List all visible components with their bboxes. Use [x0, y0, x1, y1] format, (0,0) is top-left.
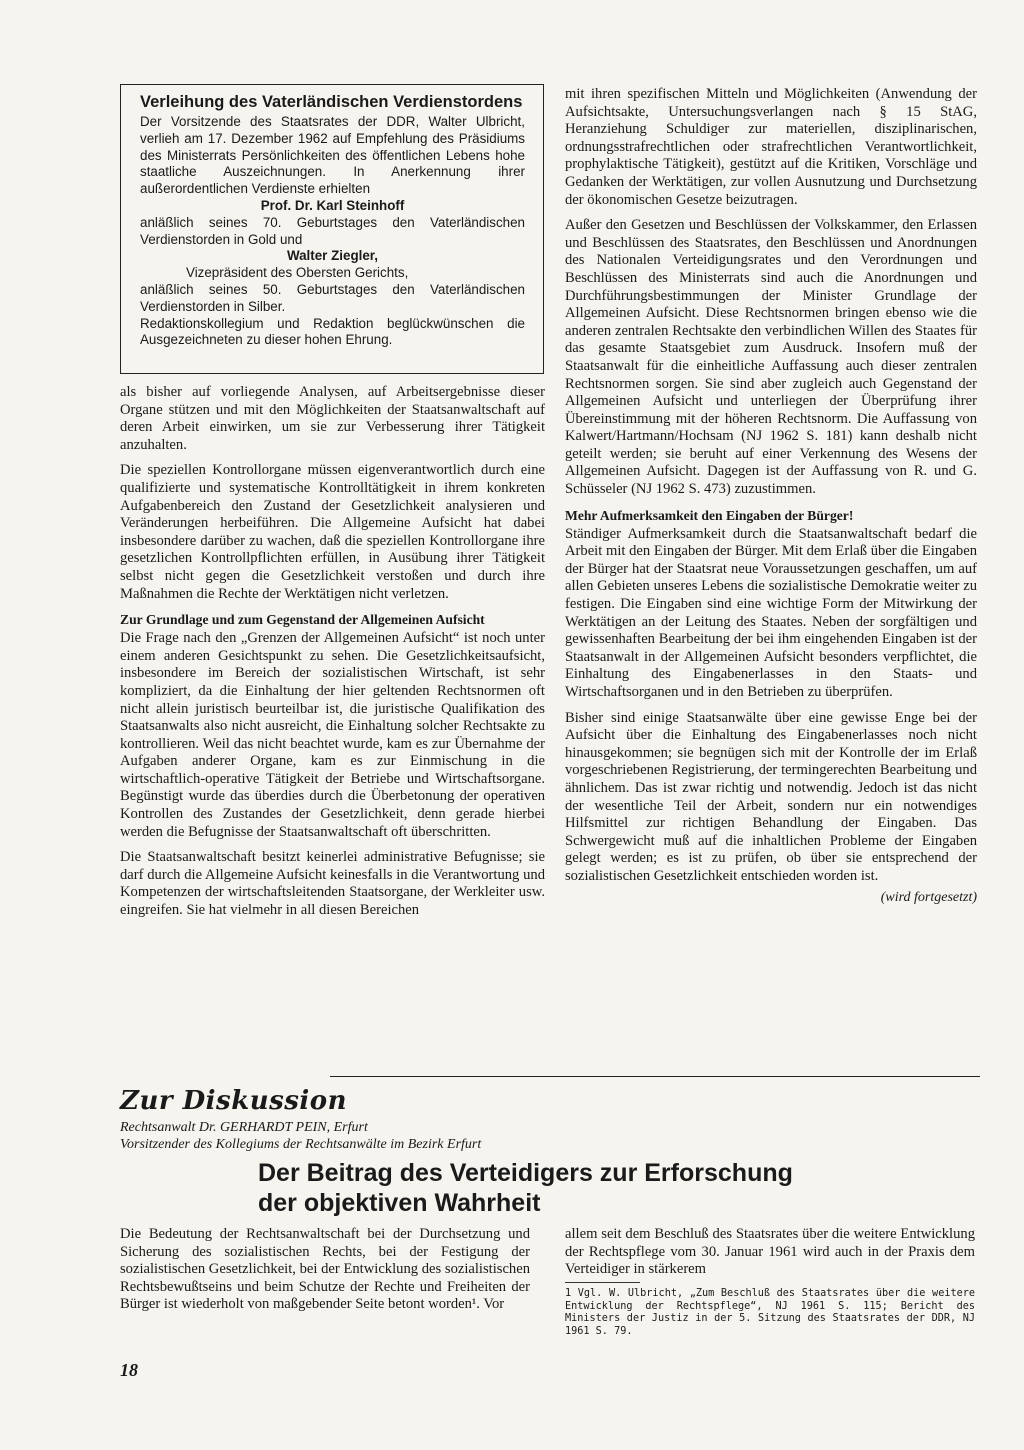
- article-right-column: [565, 1226, 975, 1287]
- page-number: 18: [120, 1360, 138, 1380]
- right-section-heading: Mehr Aufmerksamkeit den Eingaben der Bürger!: [565, 507, 854, 523]
- award-notice-intro: Der Vorsitzende des Staatsrates der DDR, Walter Ulbricht, verlieh am 17. Dezember 1962 auf Empfehlung des Präsidiums des Ministerrats Persönlichkeiten des öffentlichen Lebens hohe staatliche Auszeichnungen. In Anerkennung ihrer außerordentlichen Verdienste erhielten: [140, 114, 525, 197]
- article-title-line-2: der objektiven Wahrheit: [258, 1189, 541, 1217]
- left-paragraph-4: Die Staatsanwaltschaft besitzt keinerlei administrative Befugnisse; sie darf durch die Allgemeine Aufsicht keinesfalls in die Verantwortung und Kompetenzen der wirtschaftsleitenden Staatsorgane, der Werkleiter usw. eingreifen. Sie hat vielmehr in all diesen Bereichen: [120, 849, 545, 919]
- award-person-2: Walter Ziegler,: [286, 248, 379, 264]
- section-divider: [330, 1076, 980, 1077]
- article-title: [258, 1158, 878, 1218]
- discussion-section-title: Zur Diskussion: [120, 1086, 348, 1116]
- left-paragraph-2: Die speziellen Kontrollorgane müssen eigenverantwortlich durch eine qualifizierte und systematische Kontrolltätigkeit in ihrem konkreten Aufgabenbereich den Zustand der Gesetzlichkeit analysieren und Veränderungen herbeiführen. Die Allgemeine Aufsicht hat dabei insbesondere darüber zu wachen, daß die speziellen Kontrollorgane ihre gesetzlichen Kontrollpflichten erfüllen, in Ausübung ihrer Tätigkeit selbst nicht gegen die Gesetzlichkeit verstoßen und durch ihre Maßnahmen die Rechte der Werktätigen nicht verletzen.: [120, 462, 545, 602]
- right-paragraph-2: Außer den Gesetzen und Beschlüssen der Volkskammer, den Erlassen und Beschlüssen des Staatsrates, den Beschlüssen und Anordnungen des Nationalen Verteidigungsrates und den Verordnungen und Beschlüssen des Ministerrats sind auch die Anordnungen und Durchführungsbestimmungen der Minister Grundlage der Allgemeinen Aufsicht. Diese Rechtsnormen bringen ebenso wie die anderen zentralen Rechtsakte den verbindlichen Willen des Staates für das gesamte Staatsgebiet zum Ausdruck. Insofern muß der Staatsanwalt für die einheitliche Auffassung auch dieser zentralen Rechtsnormen sorgen. Sie sind aber zugleich auch Gegenstand der Allgemeinen Aufsicht und unterliegen der Überprüfung ihrer Übereinstimmung mit der höheren Rechtsnorm. Die Auffassung von Kalwert/Hartmann/Hochsam (NJ 1962 S. 181) kann deshalb nicht geteilt werden; sie beruht auf einer Verkennung des Wesens der Allgemeinen Aufsicht. Dagegen ist der Auffassung von R. und G. Schüsseler (NJ 1962 S. 473) zuzustimmen.: [565, 217, 977, 498]
- article-right-text: allem seit dem Beschluß des Staatsrates über die weitere Entwicklung der Rechtspflege vom 30. Januar 1961 wird auch in der Praxis dem Verteidiger in stärkerem: [565, 1226, 975, 1278]
- footnote: 1 Vgl. W. Ulbricht, „Zum Beschluß des Staatsrates über die weitere Entwicklung der Rechtspflege“, NJ 1961 S. 115; Bericht des Ministers der Justiz in der 5. Sitzung des Staatsrates der DDR, NJ 1961 S. 79.: [565, 1288, 975, 1337]
- left-section-heading: Zur Grundlage und zum Gegenstand der Allgemeinen Aufsicht: [120, 612, 485, 628]
- author-line-2: Vorsitzender des Kollegiums der Rechtsanwälte im Bezirk Erfurt: [120, 1137, 482, 1152]
- award-notice-content: [140, 92, 525, 349]
- award-closing: Redaktionskollegium und Redaktion beglückwünschen die Ausgezeichneten zu dieser hohen Ehrung.: [140, 315, 525, 348]
- right-column: [565, 86, 977, 920]
- article-left-column: [120, 1226, 530, 1322]
- right-paragraph-3: Ständiger Aufmerksamkeit durch die Staatsanwaltschaft bedarf die Arbeit mit den Eingaben der Bürger. Mit dem Erlaß über die Eingaben der Bürger hat der Staatsrat neue Voraussetzungen geschaffen, um auf allen Gebieten unseres Lebens die sozialistische Demokratie weiter zu festigen. Die Eingaben sind eine wichtige Form der Mitwirkung der Werktätigen an der Leitung des Staates. Neben der sorgfältigen und gewissenhaften Bearbeitung der bei ihm eingehenden Eingaben ist der Staatsanwalt in der Allgemeinen Aufsicht besonders verpflichtet, die Einhaltung des Eingabenerlasses in den Staats- und Wirtschaftsorganen und in den Betrieben zu überprüfen.: [565, 525, 977, 700]
- article-title-line-1: Der Beitrag des Verteidigers zur Erforschung: [258, 1159, 793, 1187]
- right-paragraph-4: Bisher sind einige Staatsanwälte über eine gewisse Enge bei der Aufsicht über die Einhaltung des Eingabenerlasses noch nicht hinausgekommen; sie begnügen sich mit der Kontrolle der im Erlaß vorgeschriebenen Registrierung, der termingerechten Bearbeitung und ähnlichem. Das ist zwar richtig und notwendig. Jedoch ist das nicht der wesentliche Teil der Arbeit, sondern nur ein notwendiges Hilfsmittel zur richtigen Behandlung der Eingaben. Das Schwergewicht muß auf die inhaltlichen Probleme der Eingaben gelegt werden; es ist zu prüfen, ob über sie entsprechend der sozialistischen Gesetzlichkeit entschieden worden ist.: [565, 709, 977, 884]
- right-paragraph-1: mit ihren spezifischen Mitteln und Möglichkeiten (Anwendung der Aufsichtsakte, Untersuchungsverlangen nach § 15 StAG, Heranziehung Schuldiger zur materiellen, disziplinarischen, ordnungsstrafrechtlichen oder strafrechtlichen Verantwortlichkeit, prophylaktische Tätigkeit), gestützt auf die Kritiken, Vorschläge und Gedanken der Werktätigen, zur vollen Ausnutzung und Durchsetzung der ökonomischen Gesetze beizutragen.: [565, 86, 977, 208]
- article-author: [120, 1119, 720, 1153]
- left-paragraph-1: als bisher auf vorliegende Analysen, auf Arbeitsergebnisse dieser Organe stützen und mit den Möglichkeiten der Staatsanwaltschaft auf deren Arbeit einwirken, um sie zur Verbesserung ihrer Tätigkeit anzuhalten.: [120, 384, 545, 453]
- award-person-1-text: anläßlich seines 70. Geburtstages den Vaterländischen Verdienstorden in Gold und: [140, 214, 525, 247]
- footnote-divider: [565, 1282, 640, 1283]
- author-line-1: Rechtsanwalt Dr. GERHARDT PEIN, Erfurt: [120, 1120, 368, 1135]
- article-left-text: Die Bedeutung der Rechtsanwaltschaft bei der Durchsetzung und Sicherung des sozialistischen Rechts, bei der Festigung der sozialistischen Gesetzlichkeit, bei der Entwicklung des sozialistischen Rechtsbewußtseins und beim Schutze der Rechte und Freiheiten der Bürger ist wiederholt von maßgebender Seite betont worden¹. Vor: [120, 1226, 530, 1313]
- award-person-2-role: Vizepräsident des Obersten Gerichts,: [186, 265, 409, 281]
- left-paragraph-3: Die Frage nach den „Grenzen der Allgemeinen Aufsicht“ ist noch unter einem anderen Gesichtspunkt zu sehen. Die Gesetzlichkeitsaufsicht, insbesondere im Bereich der sozialistischen Wirtschaft, ist sehr kompliziert, da die Einhaltung der hier geltenden Rechtsnormen oft nicht allein juristisch beurteilbar ist, die juristische Qualifikation des Staatsanwalts also nicht ausreicht, die Einhaltung solcher Rechtsakte zu kontrollieren. Weil das nicht beachtet wurde, kam es zur Übernahme der Aufgaben anderer Organe, kam es zur Einmischung in die wirtschaftlich-operative Tätigkeit der Betriebe und Wirtschaftsorgane. Begünstigt wurde das überdies durch die Überbetonung der operativen Kontrollen des Zustandes der Gesetzlichkeit, denn gerade hierbei werden die Befugnisse der Staatsanwaltschaft oft überschritten.: [120, 630, 545, 840]
- award-notice-title: Verleihung des Vaterländischen Verdienstordens: [140, 93, 523, 111]
- left-column: [120, 384, 545, 928]
- award-person-1: Prof. Dr. Karl Steinhoff: [260, 197, 405, 213]
- continued-note: (wird fortgesetzt): [880, 889, 977, 905]
- award-person-2-text: anläßlich seines 50. Geburtstages den Vaterländischen Verdienstorden in Silber.: [140, 281, 525, 314]
